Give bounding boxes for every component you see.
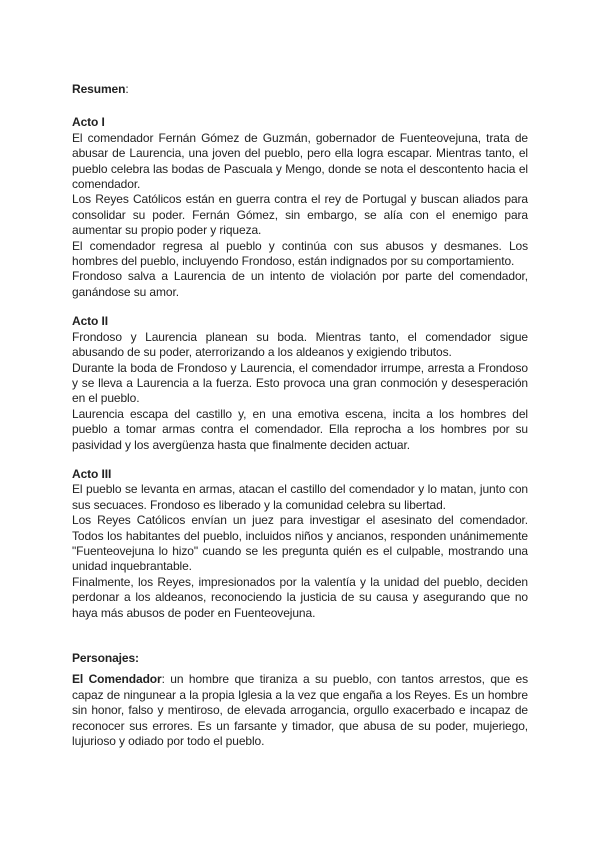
act-2-paragraph: Frondoso y Laurencia planean su boda. Mientras tanto, el comendador sigue abusando de su poder, aterrorizando a los aldeanos y exigiendo tributos. [72, 329, 528, 360]
personajes-heading: Personajes: [72, 651, 139, 665]
resumen-heading-line [72, 82, 528, 97]
act-2-title: Acto II [72, 314, 108, 329]
act-3-paragraph: Los Reyes Católicos envían un juez para investigar el asesinato del comendador. Todos los habitantes del pueblo, incluidos niños y ancianos, responden unánimemente "Fuenteovejuna lo hizo" cuando se les pregunta quién es el culpable, mostrando una unidad inquebrantable. [72, 513, 528, 574]
document-content [72, 70, 528, 749]
act-1-paragraph: El comendador Fernán Gómez de Guzmán, gobernador de Fuenteovejuna, trata de abusar de Laurencia, una joven del pueblo, pero ella logra escapar. Mientras tanto, el pueblo celebra las bodas de Pascuala y Mengo, donde se nota el descontento hacia el comendador. [72, 130, 528, 192]
act-3-paragraph: Finalmente, los Reyes, impresionados por la valentía y la unidad del pueblo, deciden perdonar a los aldeanos, reconociendo la justicia de su causa y asegurando que no haya más abusos de poder en Fuenteovejuna. [72, 574, 528, 620]
act-1-paragraph: Los Reyes Católicos están en guerra contra el rey de Portugal y buscan aliados para consolidar su poder. Fernán Gómez, sin embargo, se alía con el enemigo para aumentar su propio poder y riqueza. [72, 192, 528, 238]
resumen-colon: : [125, 82, 129, 96]
act-3-section [72, 467, 528, 621]
act-1-paragraph: El comendador regresa al pueblo y continúa con sus abusos y desmanes. Los hombres del pueblo, incluyendo Frondoso, están indignados por su comportamiento. [72, 238, 528, 269]
act-2-paragraph: Durante la boda de Frondoso y Laurencia, el comendador irrumpe, arresta a Frondoso y se lleva a Laurencia a la fuerza. Esto provoca una gran conmoción y desesperación en el pueblo. [72, 360, 528, 406]
act-1-paragraph: Frondoso salva a Laurencia de un intento de violación por parte del comendador, ganándose su amor. [72, 269, 528, 299]
act-2-paragraph: Laurencia escapa del castillo y, en una emotiva escena, incita a los hombres del pueblo a tomar armas contra el comendador. Ella reprocha a los hombres por su pasividad y los avergüenza hasta que finalmente deciden actuar. [72, 406, 528, 452]
act-2-section [72, 314, 528, 453]
character-description: : un hombre que tiraniza a su pueblo, con tantos arrestos, que es capaz de ningunear a la propia Iglesia a la vez que engaña a los Reyes. Es un hombre sin honor, falso y mentiroso, de elevada arrogancia, orgullo exacerbado e incapaz de reconocer sus errores. Es un farsante y timador, que abusa de su poder, mujeriego, lujurioso y odiado por todo el pueblo. [72, 672, 528, 749]
character-name: El Comendador [72, 672, 162, 687]
act-3-paragraph: El pueblo se levanta en armas, atacan el castillo del comendador y lo matan, junto con sus secuaces. Frondoso es liberado y la comunidad celebra su libertad. [72, 482, 528, 512]
act-3-title: Acto III [72, 466, 112, 481]
resumen-heading: Resumen [72, 82, 126, 96]
act-1-section [72, 115, 528, 300]
act-1-title: Acto I [72, 115, 105, 130]
character-entry [72, 672, 528, 749]
